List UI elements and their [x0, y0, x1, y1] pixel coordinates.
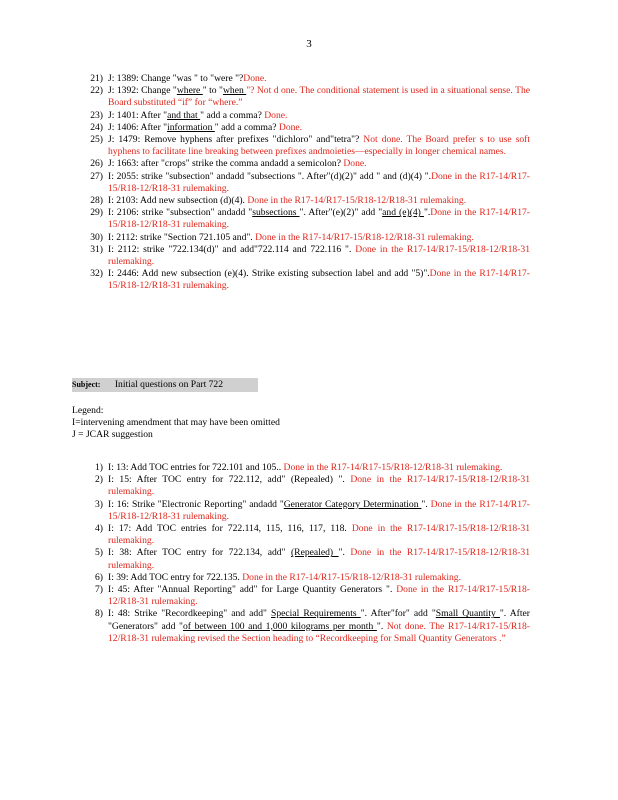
- comment-text: I: 2055: strike "subsection" andadd "subsections ". After"(d)(2)" add " and (d)(4) ".: [108, 170, 432, 182]
- underlined-insertion: when: [222, 85, 247, 97]
- underlined-insertion: (Repealed): [290, 547, 339, 559]
- subject-heading: [72, 378, 258, 392]
- item-text: [108, 158, 530, 170]
- subject-label: Subject:: [72, 380, 101, 389]
- list-item: [82, 85, 530, 109]
- item-text: [108, 207, 530, 231]
- board-response: Done in the R17-14/R17-15/R18-12/R18-31 rulemaking.: [242, 571, 461, 583]
- item-text: [108, 73, 530, 85]
- item-number: 25): [90, 134, 103, 146]
- item-text: [108, 134, 530, 158]
- item-number: 3): [95, 498, 103, 510]
- list-item: [82, 171, 530, 195]
- comment-text: I: 2103: Add new subsection (d)(4).: [108, 195, 248, 207]
- item-number: 32): [90, 268, 103, 280]
- item-text: [108, 584, 530, 608]
- item-number: 24): [90, 121, 103, 133]
- comment-text: J: 1406: After ": [108, 121, 168, 133]
- comment-text: I: 39: Add TOC entry for 722.135.: [108, 571, 243, 583]
- list-item: [82, 608, 530, 645]
- item-text: [108, 608, 530, 645]
- list-item: [82, 134, 530, 158]
- item-number: 1): [95, 462, 103, 473]
- list-item: [82, 244, 530, 268]
- legend-title: Legend:: [72, 405, 104, 416]
- item-number: 22): [90, 85, 103, 97]
- item-text: [108, 499, 530, 523]
- part-722-questions-list: [82, 462, 530, 645]
- board-response: Done in the R17-14/R17-15/R18-12/R18-31 rulemaking.: [108, 523, 530, 547]
- comment-text: ". After"(e)(2)" add ": [299, 207, 383, 219]
- item-text: [108, 523, 530, 547]
- item-number: 2): [95, 474, 103, 486]
- board-response: Done in the R17-14/R17-15/R18-12/R18-31 rulemaking.: [108, 268, 530, 292]
- board-response: Done in the R17-14/R17-15/R18-12/R18-31 rulemaking.: [108, 474, 530, 498]
- item-text: [108, 85, 530, 109]
- list-item: [82, 73, 530, 85]
- list-item: [82, 232, 530, 244]
- board-response: Done.: [278, 121, 303, 133]
- board-response: Done in the R17-14/R17-15/R18-12/R18-31 rulemaking.: [108, 207, 531, 231]
- comment-text: I: 45: After "Annual Reporting" add" for Large Quantity Generators ".: [108, 584, 397, 596]
- list-item: [82, 110, 530, 122]
- comment-text: ".: [338, 547, 351, 559]
- underlined-insertion: where: [176, 85, 203, 97]
- board-response: Not done. The R17-14/R17-15/R18-12/R18-31 rulemaking revised the Section heading to “Recordkeeping for Small Quantity Generators .”: [108, 620, 531, 644]
- board-response: Done.: [243, 73, 267, 84]
- item-number: 31): [90, 243, 103, 255]
- comment-text: I: 15: After TOC entry for 722.112, add" (Repealed) ".: [108, 474, 351, 486]
- comment-text: J: 1389: Change "was " to "were "?: [108, 73, 244, 84]
- item-text: [108, 171, 530, 195]
- underlined-insertion: Generator Category Determination: [283, 498, 422, 510]
- underlined-insertion: Special Requirements: [271, 608, 361, 620]
- board-response: Done in the R17-14/R17-15/R18-12/R18-31 rulemaking.: [108, 170, 530, 194]
- comment-text: J: 1401: After ": [108, 109, 168, 121]
- item-text: [108, 110, 530, 122]
- board-response: Done.: [264, 109, 288, 121]
- item-number: 26): [90, 158, 103, 170]
- comment-text: J: 1663: after "crops" strike the comma andadd a semicolon?: [108, 158, 344, 170]
- item-number: 30): [90, 231, 103, 243]
- list-item: [82, 499, 530, 523]
- list-item: [82, 547, 530, 571]
- legend-line-jcar: J = JCAR suggestion: [72, 429, 153, 441]
- board-response: Done in the R17-14/R17-15/R18-12/R18-31 rulemaking.: [108, 547, 531, 571]
- comment-text: I: 13: Add TOC entries for 722.101 and 105..: [108, 462, 284, 473]
- list-item: [82, 523, 530, 547]
- board-response: Done in the R17-14/R17-15/R18-12/R18-31 rulemaking.: [108, 498, 530, 522]
- comment-text: ". After "Generators" add ": [108, 608, 530, 632]
- item-number: 27): [90, 170, 103, 182]
- item-text: [108, 547, 530, 571]
- comment-text: I: 48: Strike "Recordkeeping" and add": [108, 608, 272, 620]
- item-number: 5): [95, 547, 103, 559]
- legend-line-intervening: I=intervening amendment that may have been omitted: [72, 417, 280, 429]
- underlined-insertion: and that: [167, 109, 201, 121]
- underlined-insertion: subsections: [252, 207, 300, 219]
- comment-text: " add a comma?: [214, 121, 279, 133]
- subject-text: Initial questions on Part 722: [114, 379, 224, 390]
- item-text: [108, 268, 530, 292]
- comment-text: I: 2112: strike "Section 721.105 and".: [108, 231, 256, 243]
- underlined-insertion: of between 100 and 1,000 kilograms per month: [182, 620, 377, 632]
- underlined-insertion: Small Quantity: [435, 608, 500, 620]
- item-text: [108, 232, 530, 244]
- board-response: "? Not d one. The conditional statement is used in a situational sense. The Board substituted “if” for “where.”: [108, 85, 531, 109]
- list-item: [82, 207, 530, 231]
- board-response: Done in the R17-14/R17-15/R18-12/R18-31 rulemaking.: [255, 231, 474, 243]
- item-text: [108, 462, 530, 474]
- comment-text: " to ": [202, 85, 223, 97]
- item-number: 6): [95, 571, 103, 583]
- underlined-insertion: and (e)(4): [382, 207, 424, 219]
- item-number: 4): [95, 523, 103, 535]
- item-text: [108, 474, 530, 498]
- item-text: [108, 122, 530, 134]
- comment-text: I: 2446: Add new subsection (e)(4). Strike existing subsection label and add "5)".: [108, 268, 430, 280]
- list-item: [82, 462, 530, 474]
- item-number: 8): [95, 608, 103, 620]
- jcar-comments-list: [82, 73, 530, 293]
- list-item: [82, 195, 530, 207]
- list-item: [82, 572, 530, 584]
- comment-text: ".: [423, 207, 431, 219]
- comment-text: ".: [376, 620, 387, 632]
- list-item: [82, 122, 530, 134]
- list-item: [82, 474, 530, 498]
- comment-text: I: 38: After TOC entry for 722.134, add": [108, 547, 291, 559]
- comment-text: ".: [421, 498, 431, 510]
- comment-text: I: 2112: strike "722.134(d)" and add"722.114 and 722.116 ".: [108, 243, 356, 255]
- item-number: 21): [90, 73, 103, 84]
- board-response: Done in the R17-14/R17-15/R18-12/R18-31 rulemaking.: [108, 243, 531, 268]
- comment-text: " add a comma?: [200, 109, 265, 121]
- item-text: [108, 572, 530, 584]
- underlined-insertion: information: [167, 121, 215, 133]
- list-item: [82, 158, 530, 170]
- comment-text: I: 16: Strike "Electronic Reporting" andadd ": [108, 498, 284, 510]
- board-response: Done in the R17-14/R17-15/R18-12/R18-31 rulemaking.: [108, 584, 530, 608]
- item-text: [108, 244, 530, 268]
- item-text: [108, 195, 530, 207]
- page-number: 3: [306, 38, 312, 50]
- comment-text: I: 17: Add TOC entries for 722.114, 115, 116, 117, 118.: [108, 523, 352, 535]
- item-number: 7): [95, 584, 103, 596]
- list-item: [82, 268, 530, 292]
- item-number: 29): [90, 207, 103, 219]
- board-response: Done.: [343, 158, 367, 170]
- comment-text: I: 2106: strike "subsection" andadd ": [108, 207, 253, 219]
- list-item: [82, 584, 530, 608]
- comment-text: J: 1392: Change ": [108, 85, 177, 97]
- item-number: 28): [90, 195, 103, 207]
- item-number: 23): [90, 109, 103, 121]
- comment-text: ". After"for" add ": [360, 608, 436, 620]
- comment-text: J: 1479: Remove hyphens after prefixes "dichloro" and"tetra"?: [108, 134, 364, 146]
- legend: [72, 405, 280, 442]
- board-response: Done in the R17-14/R17-15/R18-12/R18-31 rulemaking.: [247, 195, 467, 207]
- board-response: Done in the R17-14/R17-15/R18-12/R18-31 rulemaking.: [283, 462, 503, 473]
- board-response: Not done. The Board prefer s to use soft hyphens to facilitate line breaking between prefixes andmoieties—especially in longer chemical names.: [108, 134, 530, 158]
